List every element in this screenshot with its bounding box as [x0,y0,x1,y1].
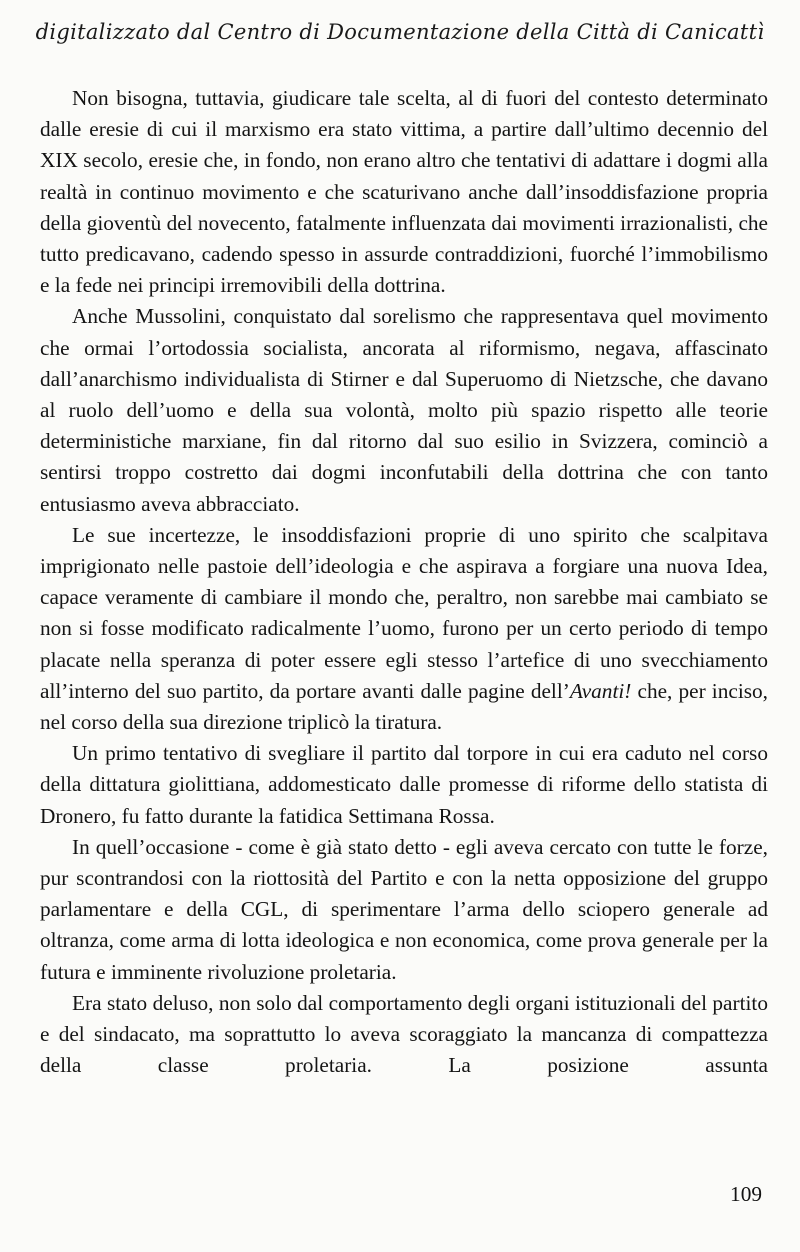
newspaper-title-avanti: Avanti! [569,678,632,703]
page-number: 109 [730,1182,762,1206]
paragraph-1: Non bisogna, tuttavia, giudicare tale scelta, al di fuori del contesto determinato dalle eresie di cui il marxismo era stato vittima, a partire dall’ultimo decennio del XIX secolo, eresie che, in fondo, non erano altro che tentativi di adattare i dogmi alla realtà in continuo movimento e che scaturivano anche dall’insoddisfazione propria della gioventù del novecento, fatalmente influenzata dai movimenti irrazionalisti, che tutto predicavano, cadendo spesso in assurde contraddizioni, fuorché l’immobilismo e la fede nei principi irremovibili della dottrina. [40,86,768,298]
paragraph-6: Era stato deluso, non solo dal comportamento degli organi istituzionali del partito e del sindacato, ma soprattutto lo aveva scoraggiato la mancanza di compattezza della classe proletaria. La posizione assunta [40,990,768,1078]
paragraph-5: In quell’occasione - come è già stato detto - egli aveva cercato con tutte le forze, pur scontrandosi con la riottosità del Partito e con la netta opposizione del gruppo parlamentare e della CGL, di sperimentare l’arma dello sciopero generale ad oltranza, come arma di lotta ideologica e non economica, come prova generale per la futura e imminente rivoluzione proletaria. [40,834,768,984]
digitization-watermark: digitalizzato dal Centro di Documentazione della Città di Canicattì [35,20,765,44]
paragraph-2: Anche Mussolini, conquistato dal sorelismo che rappresentava quel movimento che ormai l’ortodossia socialista, ancorata al riformismo, negava, affascinato dall’anarchismo individualista di Stirner e dal Superuomo di Nietzsche, che davano al ruolo dell’uomo e della sua volontà, molto più spazio rispetto alle teorie deterministiche marxiane, fin dal ritorno dal suo esilio in Svizzera, cominciò a sentirsi troppo costretto dai dogmi inconfutabili della dottrina che con tanto entusiasmo aveva abbracciato. [40,304,768,516]
body-text [40,83,768,1082]
paragraph-4: Un primo tentativo di svegliare il partito dal torpore in cui era caduto nel corso della dittatura giolittiana, addomesticato dalle promesse di riforme dello statista di Dronero, fu fatto durante la fatidica Settimana Rossa. [40,741,768,828]
paragraph-3 [40,520,768,738]
paragraph-3-text-before: Le sue incertezze, le insoddisfazioni proprie di uno spirito che scalpitava imprigionato nelle pastoie dell’ideologia e che aspirava a forgiare una nuova Idea, capace veramente di cambiare il mondo che, peraltro, non sarebbe mai cambiato se non si fosse modificato radicalmente l’uomo, furono per un certo periodo di tempo placate nella speranza di poter essere egli stesso l’artefice di uno svecchiamento all’interno del suo partito, da portare avanti dalle pagine dell’ [40,522,768,703]
paragraph-3-text-after: che, per inciso, nel corso della sua direzione triplicò la tiratura. [40,678,768,735]
